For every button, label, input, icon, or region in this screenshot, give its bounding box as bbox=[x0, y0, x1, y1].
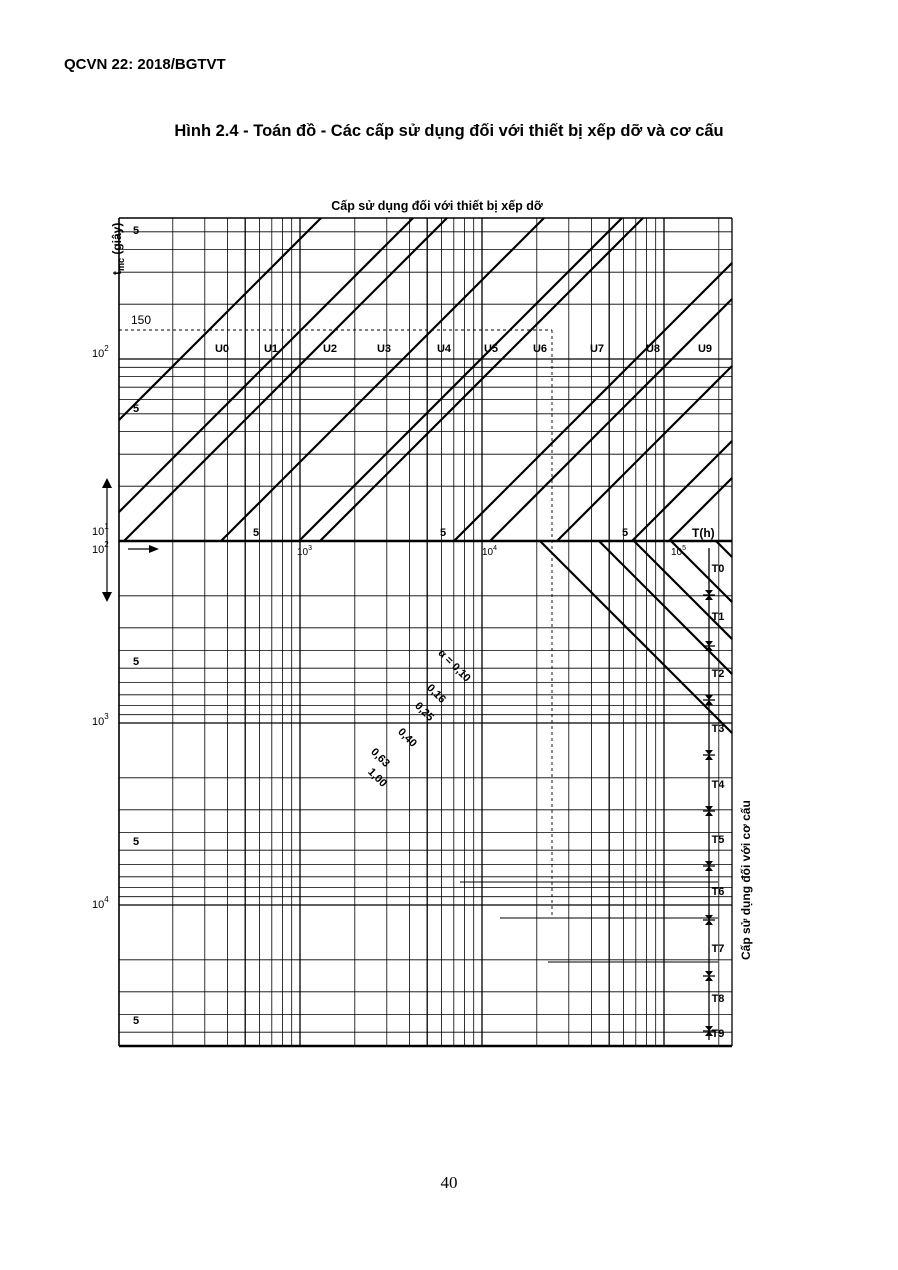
t-scale-arrow bbox=[705, 590, 713, 595]
right-arrow bbox=[149, 545, 159, 553]
t-tick-5-b: 5 bbox=[440, 527, 447, 539]
tick-10-3: $10^3$ bbox=[92, 712, 109, 728]
t-class-label: T0 bbox=[711, 563, 725, 575]
t-scale-arrow bbox=[705, 695, 713, 700]
u-class-label: U0 bbox=[214, 343, 230, 355]
tick-5-lower-c: 5 bbox=[133, 1015, 140, 1027]
u-class-label: U7 bbox=[589, 343, 605, 355]
page-number: 40 bbox=[440, 1173, 458, 1192]
u-class-label: U2 bbox=[322, 343, 338, 355]
marker-150: 150 bbox=[131, 313, 152, 327]
chart-grid bbox=[119, 218, 732, 1046]
t-scale-arrow bbox=[705, 861, 713, 866]
t-scale-arrow bbox=[705, 866, 713, 871]
u-class-line bbox=[454, 263, 732, 541]
u-class-label: U3 bbox=[376, 343, 392, 355]
document-code: QCVN 22: 2018/BGTVT bbox=[64, 56, 226, 73]
u-class-line bbox=[221, 218, 544, 541]
u-class-line bbox=[299, 218, 622, 541]
up-arrow bbox=[102, 478, 112, 488]
t-scale-arrow bbox=[705, 806, 713, 811]
t-class-label: T4 bbox=[711, 779, 725, 791]
t-tick-5-a: 5 bbox=[253, 527, 260, 539]
t-class-label: T3 bbox=[711, 723, 725, 735]
chart-lines bbox=[102, 218, 732, 1040]
t-scale-arrow bbox=[705, 811, 713, 816]
alpha-label: α = 0,10 bbox=[435, 647, 473, 685]
t-class-label: T8 bbox=[711, 993, 725, 1005]
t-scale-arrow bbox=[705, 641, 713, 646]
t-tick-10-3: $10^3$ bbox=[297, 545, 313, 558]
t-class-label: T7 bbox=[711, 943, 725, 955]
u-class-label: U5 bbox=[483, 343, 499, 355]
u-class-label: U1 bbox=[263, 343, 279, 355]
alpha-label: 0,63 bbox=[368, 746, 392, 770]
t-scale-arrow bbox=[705, 700, 713, 705]
figure-title: Hình 2.4 - Toán đồ - Các cấp sử dụng đối với thiết bị xếp dỡ và cơ cấu bbox=[174, 122, 724, 140]
alpha-line bbox=[599, 541, 732, 674]
t-tick-5-c: 5 bbox=[622, 527, 629, 539]
tick-5-lower-a: 5 bbox=[133, 656, 140, 668]
alpha-label: 0,25 bbox=[412, 700, 436, 724]
t-tick-10-4: $10^4$ bbox=[482, 545, 498, 558]
tick-5-upper: 5 bbox=[133, 403, 140, 415]
u-class-label: U6 bbox=[532, 343, 548, 355]
down-arrow bbox=[102, 592, 112, 602]
t-class-label: T2 bbox=[711, 668, 725, 680]
t-class-label: T9 bbox=[711, 1028, 725, 1040]
right-axis-label: Cấp sử dụng đối với cơ cấu bbox=[739, 800, 753, 960]
t-scale-arrow bbox=[705, 920, 713, 925]
alpha-label: 0,16 bbox=[424, 682, 448, 706]
t-axis-label: T(h) bbox=[692, 526, 715, 540]
tick-5-top: 5 bbox=[133, 225, 140, 237]
t-tick-10-5: $10^5$ bbox=[671, 545, 687, 558]
t-class-label: T5 bbox=[711, 834, 725, 846]
chart-labels bbox=[92, 199, 753, 1040]
tick-5-lower-b: 5 bbox=[133, 836, 140, 848]
tick-10-2-lower: $10^2$ bbox=[92, 540, 109, 556]
t-scale-arrow bbox=[705, 755, 713, 760]
t-class-label: T1 bbox=[711, 611, 725, 623]
u-class-label: U4 bbox=[436, 343, 452, 355]
u-class-label: U9 bbox=[697, 343, 713, 355]
t-class-label: T6 bbox=[711, 886, 725, 898]
tick-10-1: $10^1$ bbox=[92, 522, 109, 538]
u-class-line bbox=[557, 366, 732, 541]
chart-title: Cấp sử dụng đối với thiết bị xếp dỡ bbox=[331, 199, 543, 213]
alpha-label: 1,00 bbox=[365, 766, 389, 790]
u-class-label: U8 bbox=[645, 343, 661, 355]
y-axis-label: $t_{mc}$ (giây) bbox=[110, 222, 126, 275]
t-scale-arrow bbox=[705, 750, 713, 755]
tick-10-2-upper: $10^2$ bbox=[92, 344, 109, 360]
alpha-label: 0,40 bbox=[395, 726, 419, 750]
t-scale-arrow bbox=[705, 915, 713, 920]
t-scale-arrow bbox=[705, 971, 713, 976]
tick-10-4: $10^4$ bbox=[92, 895, 109, 911]
u-class-line bbox=[632, 441, 732, 541]
u-class-line bbox=[119, 218, 413, 512]
t-scale-arrow bbox=[705, 976, 713, 981]
